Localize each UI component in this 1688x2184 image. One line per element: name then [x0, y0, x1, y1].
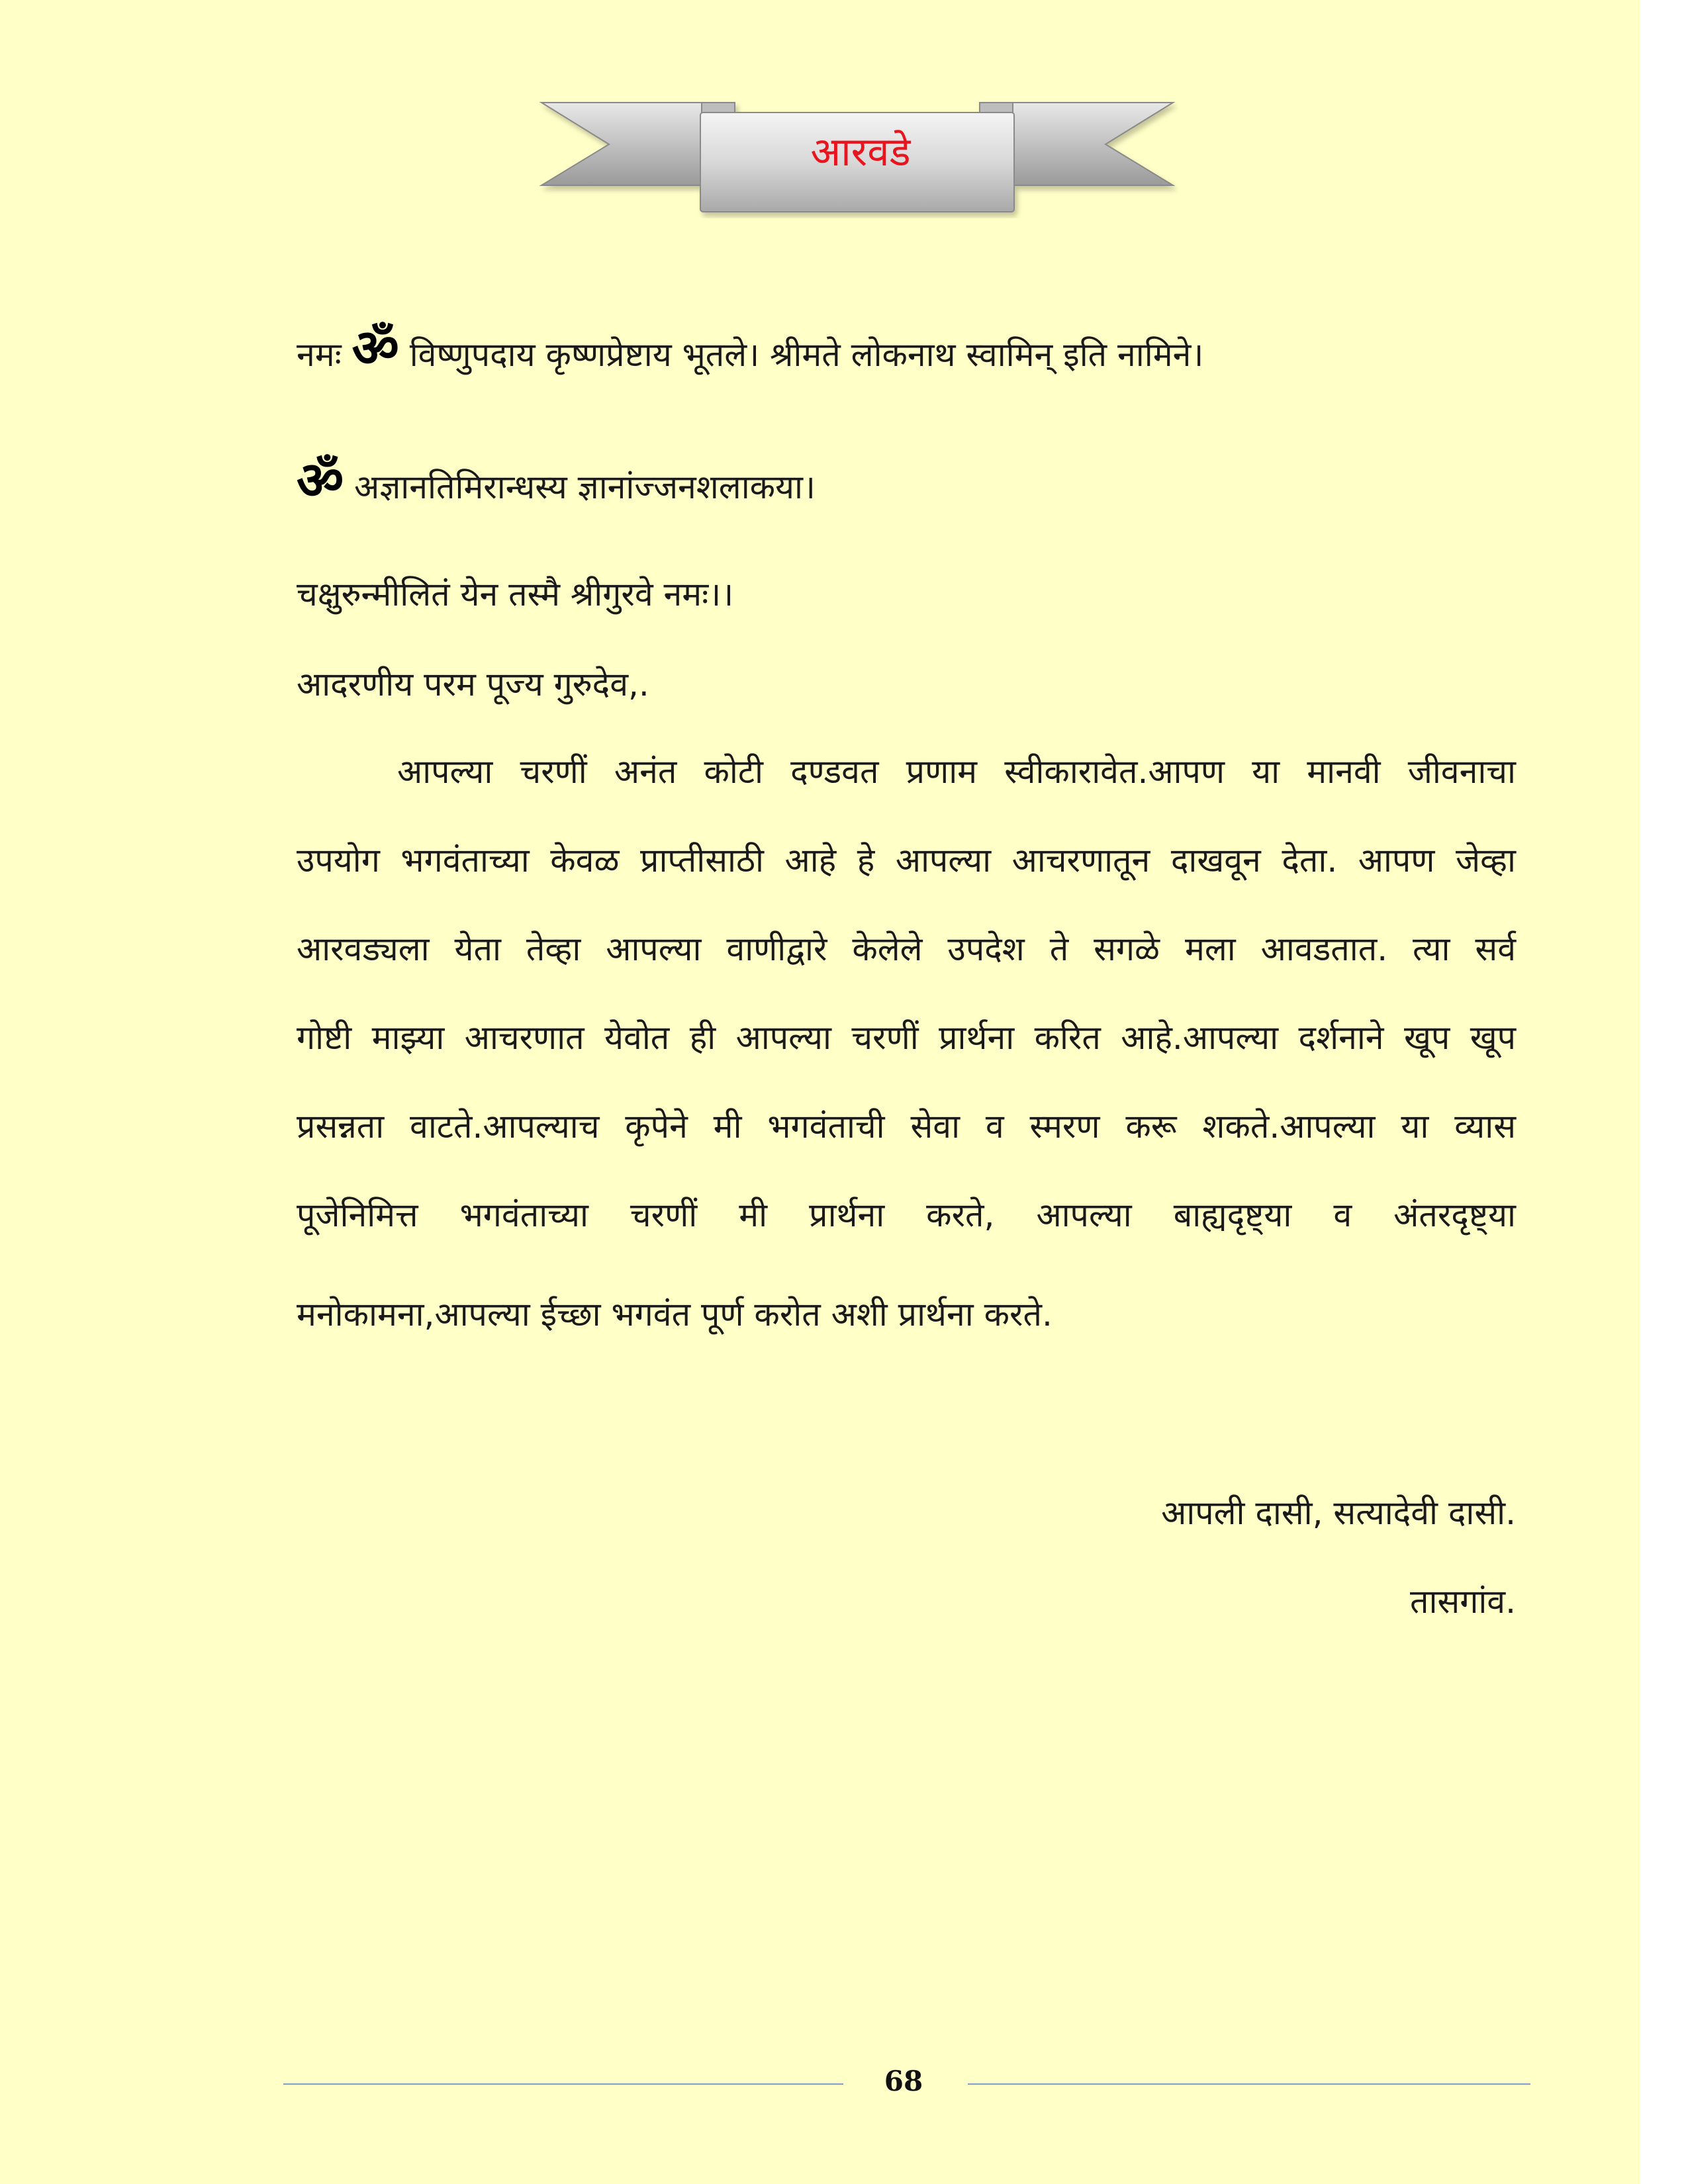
letter-body-line: गोष्टी माझ्या आचरणात येवोत ही आपल्या चरणीं प्रार्थना करित आहे.आपल्या दर्शनाने खूप खूप: [297, 1019, 1516, 1057]
footer-rule-left: [283, 2083, 843, 2085]
page-title: आरवडे: [810, 129, 911, 175]
letter-body-line: उपयोग भगवंताच्या केवळ प्राप्तीसाठी आहे हे आपल्या आचरणातून दाखवून देता. आपण जेव्हा: [297, 841, 1516, 880]
letter-body-line: आपल्या चरणीं अनंत कोटी दण्डवत प्रणाम स्वीकारावेत.आपण या मानवी जीवनाचा: [397, 752, 1516, 791]
footer-rule-right: [968, 2083, 1530, 2085]
shloka-line-3: चक्षुरुन्मीलितं येन तस्मै श्रीगुरवे नमः।।: [297, 575, 734, 614]
shloka-prefix: नमः: [297, 336, 342, 374]
shloka-line-1: [297, 311, 1203, 381]
om-icon: ॐ: [352, 319, 399, 379]
letter-body-line: आरवड्यला येता तेव्हा आपल्या वाणीद्वारे केलेले उपदेश ते सगळे मला आवडतात. त्या सर्व: [297, 930, 1516, 968]
place: तासगांव.: [1409, 1582, 1516, 1621]
om-icon: ॐ: [297, 451, 344, 511]
shloka-line-2: [297, 443, 816, 514]
ribbon-right-tail: [1006, 103, 1173, 185]
letter-body-line: प्रसन्नता वाटते.आपल्याच कृपेने मी भगवंताची सेवा व स्मरण करू शकते.आपल्या या व्यास: [297, 1107, 1516, 1146]
page-margin: [1640, 0, 1688, 2184]
shloka-text: अज्ञानतिमिरान्धस्य ज्ञानांज्जनशलाकया।: [354, 468, 816, 506]
salutation: आदरणीय परम पूज्य गुरुदेव,.: [297, 665, 649, 704]
shloka-text: विष्णुपदाय कृष्णप्रेष्टाय भूतले। श्रीमते लोकनाथ स्वामिन् इति नामिने।: [409, 336, 1204, 374]
letter-body-line: पूजेनिमित्त भगवंताच्या चरणीं मी प्रार्थना करते, आपल्या बाह्यदृष्ट्या व अंतरदृष्ट्या: [297, 1196, 1516, 1234]
page-number: 68: [884, 2065, 923, 2097]
signature: आपली दासी, सत्यादेवी दासी.: [1161, 1494, 1516, 1532]
ribbon-left-tail: [541, 103, 708, 185]
letter-body-line: मनोकामना,आपल्या ईच्छा भगवंत पूर्ण करोत अशी प्रार्थना करते.: [297, 1295, 1053, 1334]
